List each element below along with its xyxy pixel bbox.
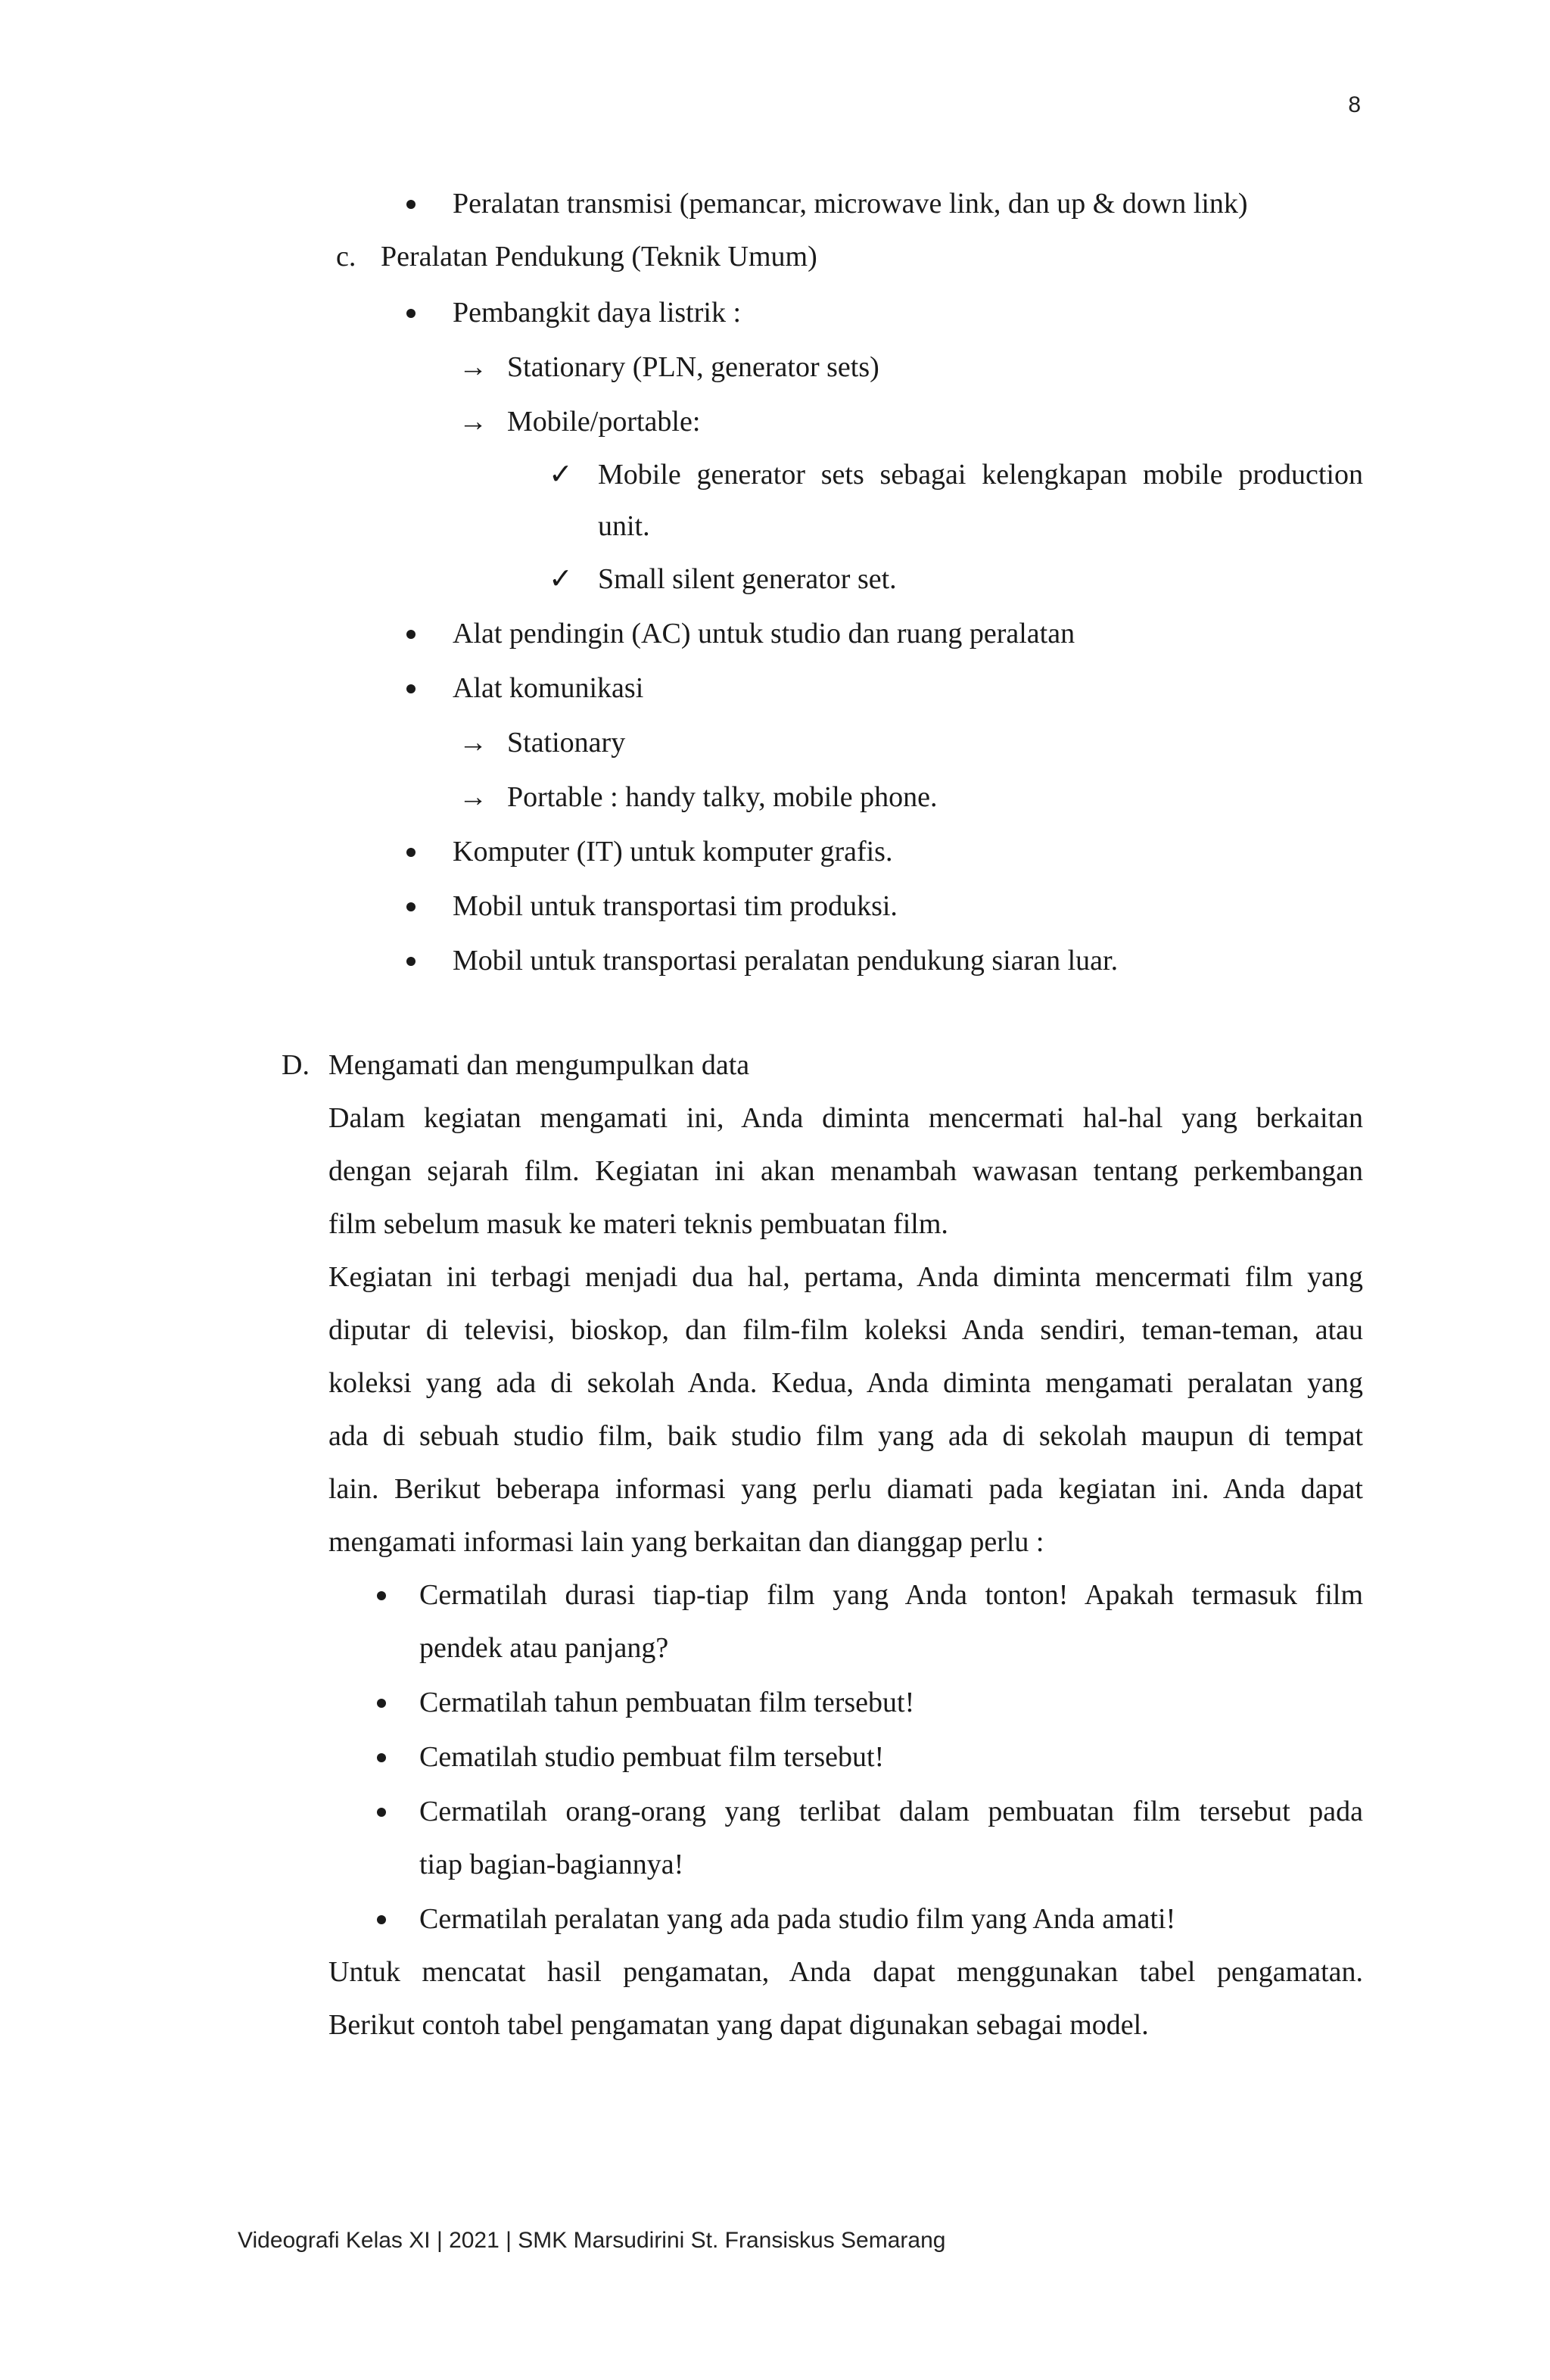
arrow-right-icon: → xyxy=(459,727,487,759)
air-conditioner-item: Alat pendingin (AC) untuk studio dan ruang peralatan xyxy=(453,618,1075,650)
observe-year-item: Cermatilah tahun pembuatan film tersebut! xyxy=(419,1687,915,1718)
paragraph-2-line-1: Kegiatan ini terbagi menjadi dua hal, pertama, Anda diminta mencermati film yang xyxy=(328,1261,1363,1293)
arrow-right-icon: → xyxy=(459,781,487,813)
page-footer: Videografi Kelas XI | 2021 | SMK Marsudirini St. Fransiskus Semarang xyxy=(238,2228,946,2253)
checkmark-icon: ✓ xyxy=(549,459,573,491)
observe-duration-line2: pendek atau panjang? xyxy=(419,1632,669,1664)
silent-generator-item: Small silent generator set. xyxy=(598,563,897,595)
section-c-marker: c. xyxy=(336,241,356,273)
checkmark-icon: ✓ xyxy=(549,563,573,595)
bullet-icon xyxy=(377,1699,386,1708)
paragraph-1-line-1: Dalam kegiatan mengamati ini, Anda diminta mencermati hal-hal yang berkaitan xyxy=(328,1102,1363,1134)
paragraph-2-line-3: koleksi yang ada di sekolah Anda. Kedua, Anda diminta mengamati peralatan yang xyxy=(328,1367,1363,1399)
paragraph-2-line-4: ada di sebuah studio film, baik studio film yang ada di sekolah maupun di tempat xyxy=(328,1420,1363,1452)
bullet-icon xyxy=(406,309,416,318)
bullet-icon xyxy=(377,1591,386,1600)
power-generator-item: Pembangkit daya listrik : xyxy=(453,297,742,329)
power-stationary-item: Stationary (PLN, generator sets) xyxy=(507,351,879,383)
arrow-right-icon: → xyxy=(459,406,487,438)
bullet-icon xyxy=(406,902,416,911)
team-car-item: Mobil untuk transportasi tim produksi. xyxy=(453,890,898,922)
arrow-right-icon: → xyxy=(459,351,487,383)
observe-studio-item: Cematilah studio pembuat film tersebut! xyxy=(419,1741,885,1773)
bullet-icon xyxy=(406,684,416,693)
closing-line-1: Untuk mencatat hasil pengamatan, Anda dapat menggunakan tabel pengamatan. xyxy=(328,1956,1363,1988)
observe-people-line2: tiap bagian-bagiannya! xyxy=(419,1849,684,1880)
computer-item: Komputer (IT) untuk komputer grafis. xyxy=(453,836,893,868)
closing-line-2: Berikut contoh tabel pengamatan yang dapat digunakan sebagai model. xyxy=(328,2009,1149,2041)
page-number: 8 xyxy=(1348,92,1361,117)
paragraph-2-line-6: mengamati informasi lain yang berkaitan dan dianggap perlu : xyxy=(328,1526,1044,1558)
power-mobile-item: Mobile/portable: xyxy=(507,406,701,438)
observe-people-line1: Cermatilah orang-orang yang terlibat dalam pembuatan film tersebut pada xyxy=(419,1796,1363,1827)
communication-stationary-item: Stationary xyxy=(507,727,626,759)
paragraph-1-line-3: film sebelum masuk ke materi teknis pembuatan film. xyxy=(328,1208,948,1240)
bullet-icon xyxy=(377,1753,386,1762)
bullet-icon xyxy=(377,1808,386,1817)
observe-equipment-item: Cermatilah peralatan yang ada pada studio film yang Anda amati! xyxy=(419,1903,1176,1935)
paragraph-2-line-2: diputar di televisi, bioskop, dan film-film koleksi Anda sendiri, teman-teman, atau xyxy=(328,1314,1363,1346)
transmission-equipment-item: Peralatan transmisi (pemancar, microwave link, dan up & down link) xyxy=(453,188,1248,220)
observe-duration-line1: Cermatilah durasi tiap-tiap film yang Anda tonton! Apakah termasuk film xyxy=(419,1579,1363,1611)
equipment-car-item: Mobil untuk transportasi peralatan pendukung siaran luar. xyxy=(453,945,1119,977)
communication-portable-item: Portable : handy talky, mobile phone. xyxy=(507,781,938,813)
mobile-generator-item-line1: Mobile generator sets sebagai kelengkapan mobile production xyxy=(598,459,1363,491)
bullet-icon xyxy=(406,848,416,857)
section-d-title: Mengamati dan mengumpulkan data xyxy=(328,1049,750,1081)
paragraph-1-line-2: dengan sejarah film. Kegiatan ini akan menambah wawasan tentang perkembangan xyxy=(328,1155,1363,1187)
section-c-title: Peralatan Pendukung (Teknik Umum) xyxy=(381,241,817,273)
bullet-icon xyxy=(406,630,416,639)
section-d-marker: D. xyxy=(282,1049,310,1081)
paragraph-2-line-5: lain. Berikut beberapa informasi yang perlu diamati pada kegiatan ini. Anda dapat xyxy=(328,1473,1363,1505)
bullet-icon xyxy=(377,1915,386,1924)
communication-item: Alat komunikasi xyxy=(453,672,644,704)
bullet-icon xyxy=(406,200,416,209)
bullet-icon xyxy=(406,957,416,966)
mobile-generator-item-line2: unit. xyxy=(598,510,650,542)
